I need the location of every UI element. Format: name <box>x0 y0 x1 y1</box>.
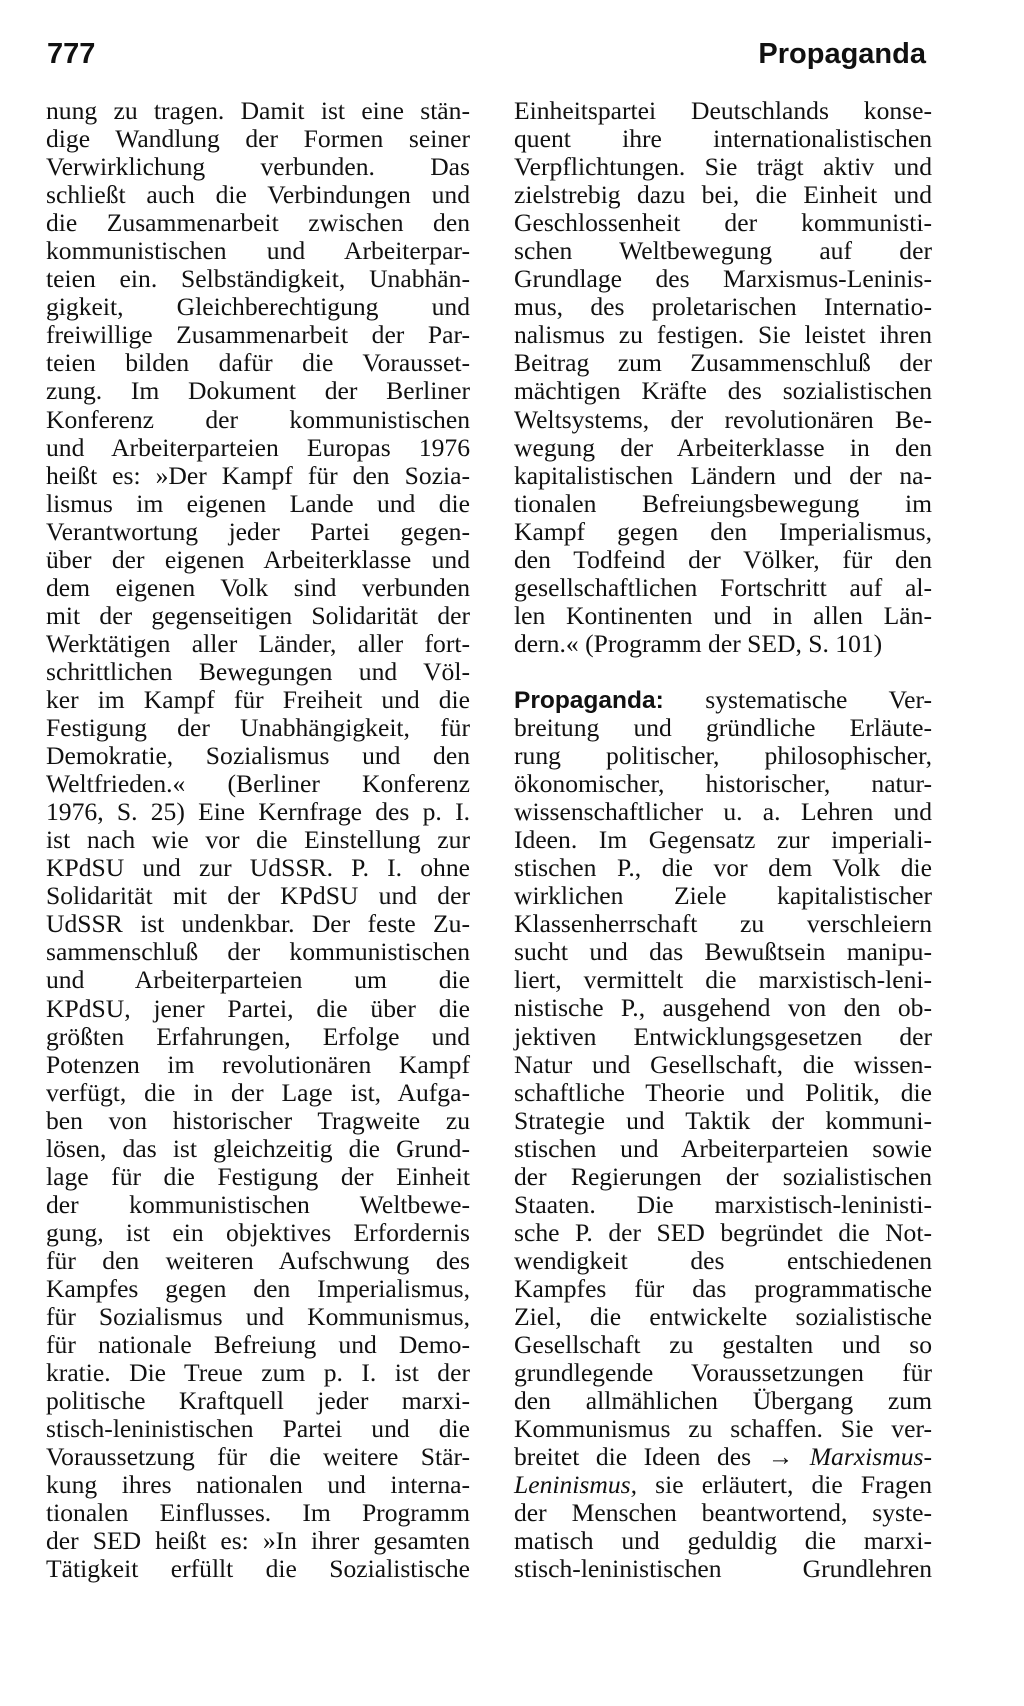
text-line: grundlegende Voraussetzungen für <box>514 1358 932 1388</box>
continued-entry-text <box>514 97 932 658</box>
text-line: Verantwortung jeder Partei gegen- <box>46 516 470 546</box>
text-line: kapitalistischen Ländern und der na- <box>514 460 932 490</box>
text-line: teien ein. Selbständigkeit, Unabhän- <box>46 264 470 294</box>
text-line: nistische P., ausgehend von den ob- <box>514 993 932 1023</box>
text-line: politische Kraftquell jeder marxi- <box>46 1386 470 1416</box>
entry-headword: Propaganda: <box>514 686 664 714</box>
text-line: Demokratie, Sozialismus und den <box>46 741 470 771</box>
entry-xref-line-2 <box>514 1471 932 1499</box>
text-line: Kampfes gegen den Imperialismus, <box>46 1273 470 1303</box>
text-line: und Arbeiterparteien Europas 1976 <box>46 432 470 462</box>
text-line: sucht und das Bewußtsein manipu- <box>514 937 932 967</box>
text-line: Grundlage des Marxismus-Leninis- <box>514 264 932 294</box>
text-line: gesellschaftlichen Fortschritt auf al- <box>514 572 932 602</box>
xref-term-marxismus[interactable]: Marxismus- <box>809 1442 933 1472</box>
entry-first-line-text: systematische Ver- <box>705 684 932 714</box>
text-line: Klassenherrschaft zu verschleiern <box>514 909 932 939</box>
text-line: ker im Kampf für Freiheit und die <box>46 684 470 714</box>
entry-propaganda <box>514 686 932 1584</box>
text-line: Festigung der Unabhängigkeit, für <box>46 713 470 743</box>
entry-separator <box>514 658 932 686</box>
text-line: Einheitspartei Deutschlands konse- <box>514 96 932 125</box>
text-line: KPdSU und zur UdSSR. P. I. ohne <box>46 853 470 883</box>
text-line: heißt es: »Der Kampf für den Sozia- <box>46 460 470 490</box>
text-line: sammenschluß der kommunistischen <box>46 937 470 967</box>
text-line: ist nach wie vor die Einstellung zur <box>46 825 470 855</box>
text-line: Gesellschaft zu gestalten und so <box>514 1330 932 1360</box>
text-line: den allmählichen Übergang zum <box>514 1386 932 1416</box>
entry-xref-line <box>514 1443 932 1471</box>
text-line: Staaten. Die marxistisch-leninisti- <box>514 1189 932 1219</box>
text-line: teien bilden dafür die Vorausset- <box>46 348 470 378</box>
text-line: kung ihres nationalen und interna- <box>46 1470 470 1500</box>
text-line: UdSSR ist undenkbar. Der feste Zu- <box>46 909 470 939</box>
text-line: Natur und Gesellschaft, die wissen- <box>514 1049 932 1079</box>
text-line: Voraussetzung für die weitere Stär- <box>46 1442 470 1472</box>
text-line: nalismus zu festigen. Sie leistet ihren <box>514 320 932 350</box>
text-line: rung politischer, philosophischer, <box>514 741 932 771</box>
text-line: die Zusammenarbeit zwischen den <box>46 208 470 238</box>
text-line: wegung der Arbeiterklasse in den <box>514 432 932 462</box>
text-line: mächtigen Kräfte des sozialistischen <box>514 376 932 406</box>
text-line: mus, des proletarischen Internatio- <box>514 292 932 322</box>
text-line: zielstrebig dazu bei, die Einheit und <box>514 180 932 210</box>
text-line: ben von historischer Tragweite zu <box>46 1105 470 1135</box>
text-line: mit der gegenseitigen Solidarität der <box>46 600 470 630</box>
text-line: stischen P., die vor dem Volk die <box>514 853 932 883</box>
text-line: Solidarität mit der KPdSU und der <box>46 881 470 911</box>
text-line: Potenzen im revolutionären Kampf <box>46 1049 470 1079</box>
text-line: der Regierungen der sozialistischen <box>514 1161 932 1191</box>
text-line: Weltsystems, der revolutionären Be- <box>514 404 932 434</box>
text-line: kratie. Die Treue zum p. I. ist der <box>46 1358 470 1388</box>
text-line: stisch-leninistischen Grundlehren <box>514 1554 932 1584</box>
text-line: Ideen. Im Gegensatz zur imperiali- <box>514 825 932 855</box>
text-line: Geschlossenheit der kommunisti- <box>514 208 932 238</box>
text-line: für nationale Befreiung und Demo- <box>46 1330 470 1360</box>
left-column <box>46 97 470 1583</box>
text-line: matisch und geduldig die marxi- <box>514 1526 932 1556</box>
text-line: Ziel, die entwickelte sozialistische <box>514 1301 932 1331</box>
text-line: den Todfeind der Völker, für den <box>514 544 932 574</box>
text-line: ökonomischer, historischer, natur- <box>514 769 932 799</box>
text-line: schen Weltbewegung auf der <box>514 236 932 266</box>
text-line: dem eigenen Volk sind verbunden <box>46 572 470 602</box>
text-line: wendigkeit des entschiedenen <box>514 1245 932 1275</box>
text-line: dige Wandlung der Formen seiner <box>46 124 470 154</box>
text-line: wissenschaftlicher u. a. Lehren und <box>514 797 932 827</box>
text-line: Werktätigen aller Länder, aller fort- <box>46 628 470 658</box>
right-column <box>514 97 932 1583</box>
text-line: für Sozialismus und Kommunismus, <box>46 1302 470 1332</box>
text-line: Weltfrieden.« (Berliner Konferenz <box>46 769 470 799</box>
text-line: größten Erfahrungen, Erfolge und <box>46 1021 470 1051</box>
text-line: dern.« (Programm der SED, S. 101) <box>514 628 883 658</box>
text-line: tionalen Befreiungsbewegung im <box>514 488 932 518</box>
text-line: verfügt, die in der Lage ist, Aufga- <box>46 1077 470 1107</box>
entry-closing-lines <box>514 1499 932 1583</box>
text-line: Verpflichtungen. Sie trägt aktiv und <box>514 152 932 182</box>
text-line: stisch-leninistischen Partei und die <box>46 1414 470 1444</box>
text-line: 1976, S. 25) Eine Kernfrage des p. I. <box>46 797 470 827</box>
text-line: liert, vermittelt die marxistisch-leni- <box>514 965 932 995</box>
text-line: Verwirklichung verbunden. Das <box>46 152 470 182</box>
text-line: quent ihre internationalistischen <box>514 124 932 154</box>
text-line: gung, ist ein objektives Erfordernis <box>46 1217 470 1247</box>
text-line: stischen und Arbeiterparteien sowie <box>514 1133 932 1163</box>
xref-arrow-icon: → <box>767 1442 794 1472</box>
text-line: kommunistischen und Arbeiterpar- <box>46 236 470 266</box>
text-line: KPdSU, jener Partei, die über die <box>46 993 470 1023</box>
xref-term-leninismus[interactable]: Leninismus, <box>514 1470 638 1500</box>
text-line: schließt auch die Verbindungen und <box>46 180 470 210</box>
text-line: zung. Im Dokument der Berliner <box>46 376 470 406</box>
text-line: nung zu tragen. Damit ist eine stän- <box>46 96 470 125</box>
text-line: schrittlichen Bewegungen und Völ- <box>46 656 470 686</box>
text-line: Tätigkeit erfüllt die Sozialistische <box>46 1554 470 1584</box>
text-line: lage für die Festigung der Einheit <box>46 1161 470 1191</box>
text-line: Kampf gegen den Imperialismus, <box>514 516 932 546</box>
text-line: Strategie und Taktik der kommuni- <box>514 1105 932 1135</box>
text-line: lismus im eigenen Lande und die <box>46 488 470 518</box>
text-line: für den weiteren Aufschwung des <box>46 1245 470 1275</box>
text-line: gigkeit, Gleichberechtigung und <box>46 292 470 322</box>
text-line: Beitrag zum Zusammenschluß der <box>514 348 932 378</box>
text-line: der kommunistischen Weltbewe- <box>46 1189 470 1219</box>
text-line: über der eigenen Arbeiterklasse und <box>46 544 470 574</box>
text-line: und Arbeiterparteien um die <box>46 965 470 995</box>
xref-lead-text: breitet die Ideen des <box>514 1442 752 1472</box>
running-title: Propaganda <box>758 38 926 70</box>
text-line: lösen, das ist gleichzeitig die Grund- <box>46 1133 470 1163</box>
entry-body <box>514 714 932 1443</box>
text-line: sche P. der SED begründet die Not- <box>514 1217 932 1247</box>
text-line: Kampfes für das programmatische <box>514 1273 932 1303</box>
text-line: len Kontinenten und in allen Län- <box>514 600 932 630</box>
xref-trail-text: sie erläutert, die Fragen <box>655 1470 932 1500</box>
text-line: Kommunismus zu schaffen. Sie ver- <box>514 1414 932 1444</box>
text-line: der SED heißt es: »In ihrer gesamten <box>46 1526 470 1556</box>
text-line: der Menschen beantwortend, syste- <box>514 1498 932 1528</box>
entry-first-line <box>514 686 932 714</box>
page-number: 777 <box>47 38 96 70</box>
text-line: breitung und gründliche Erläute- <box>514 712 932 742</box>
text-line: Konferenz der kommunistischen <box>46 404 470 434</box>
text-line: freiwillige Zusammenarbeit der Par- <box>46 320 470 350</box>
text-line: jektiven Entwicklungsgesetzen der <box>514 1021 932 1051</box>
text-line: tionalen Einflusses. Im Programm <box>46 1498 470 1528</box>
text-line: wirklichen Ziele kapitalistischer <box>514 881 932 911</box>
text-line: schaftliche Theorie und Politik, die <box>514 1077 932 1107</box>
